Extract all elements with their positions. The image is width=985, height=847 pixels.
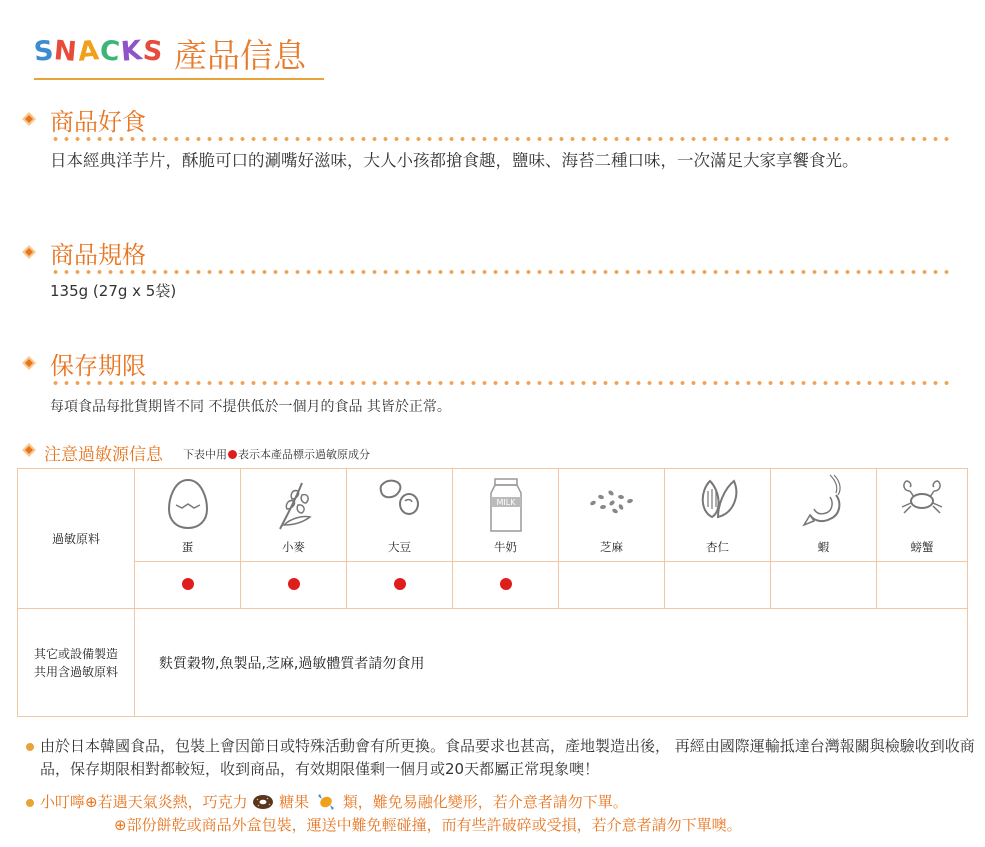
section-product-spec [22,237,952,307]
dotted-divider [50,137,952,141]
allergen-soybean [347,469,453,562]
allergen-name: 杏仁 [706,540,729,554]
allergen-wheat [241,469,347,562]
mark-cell-crab [877,562,968,609]
mark-cell-milk [453,562,559,609]
mark-cell-almond [665,562,771,609]
allergen-mark-row [18,562,968,609]
red-dot-icon [288,578,300,590]
brand-letter: N [53,35,80,68]
allergen-egg [135,469,241,562]
allergen-almond [665,469,771,562]
section-shelf-life [22,348,952,418]
brand-letter: A [76,35,102,68]
section-product-description [22,104,952,194]
mark-cell-sesame [559,562,665,609]
milk-label: MILK [496,498,515,507]
row-label-line: 共用含過敏原料 [33,664,118,679]
dotted-divider [50,270,952,274]
soybean-icon [376,477,424,517]
page-header [34,28,324,80]
note-reminder [26,791,976,814]
shared-equipment-row [18,609,968,717]
red-dot-icon [394,578,406,590]
chocolate-donut-icon [252,794,274,810]
brand-letter: S [32,35,56,68]
note-text: ⊕部份餅乾或商品外盒包裝，運送中難免輕碰撞，而有些許破碎或受損，若介意者請勿下單噢。 [114,816,742,834]
mark-cell-shrimp [771,562,877,609]
legend-suffix: 表示本產品標示過敏原成分 [238,448,370,461]
diamond-bullet-icon [22,443,36,457]
almond-icon [694,477,742,521]
allergen-name: 牛奶 [494,540,517,554]
section-body: 每項食品每批貨期皆不同 不提供低於一個月的食品 其皆於正常。 [50,399,451,415]
note-packaging [26,814,976,837]
red-dot-icon [500,578,512,590]
diamond-bullet-icon [22,112,36,126]
mark-cell-wheat [241,562,347,609]
section-title: 商品規格 [50,241,146,269]
mark-cell-egg [135,562,241,609]
mark-cell-soybean [347,562,453,609]
bullet-dot [26,799,34,807]
allergen-icon-row [18,469,968,562]
notes [26,735,976,837]
candy-icon [314,792,338,810]
dotted-divider [50,381,952,385]
note-import [26,735,976,781]
row-label-allergens: 過敏原料 [18,469,135,609]
red-dot-icon [182,578,194,590]
allergen-name: 小麥 [282,540,305,554]
snacks-logo [34,36,163,67]
row-label-line: 其它或設備製造 [33,646,118,661]
brand-letter: K [119,35,145,68]
bullet-dot [26,743,34,751]
row-label-shared [18,609,135,717]
wheat-icon [272,477,316,533]
page-title: 產品信息 [174,36,306,75]
allergen-name: 螃蟹 [910,540,934,554]
note-text: 類，難免易融化變形，若介意者請勿下單。 [342,793,628,811]
allergen-sesame [559,469,665,562]
brand-letter: S [141,35,165,68]
egg-icon [166,477,210,531]
allergen-crab [877,469,968,562]
note-text: 糖果 [279,793,310,811]
section-title: 商品好食 [50,108,146,136]
section-title: 保存期限 [50,352,146,380]
legend-prefix: 下表中用 [183,448,227,461]
section-body: 135g (27g x 5袋) [50,282,177,300]
brand-letter: C [98,35,123,68]
allergen-shrimp [771,469,877,562]
allergen-name: 大豆 [388,540,411,554]
allergy-title: 注意過敏源信息 [44,445,163,465]
note-text: 由於日本韓國食品，包裝上會因節日或特殊活動會有所更換。食品要求也甚高，產地製造出後， 再經由國際運輸抵達台灣報關與檢驗收到收商品，保存期限相對都較短，收到商品，有效期限僅剩一個月或20天都屬正常現象噢！ [40,737,975,778]
allergy-header [22,440,962,465]
milk-icon [489,477,523,533]
allergen-milk [453,469,559,562]
shared-allergen-text: 麩質穀物,魚製品,芝麻,過敏體質者請勿食用 [135,609,968,717]
section-body: 日本經典洋芋片，酥脆可口的涮嘴好滋味，大人小孩都搶食趣，鹽味、海苔二種口味，一次滿足大家享饗食光。 [50,151,859,170]
diamond-bullet-icon [22,356,36,370]
diamond-bullet-icon [22,245,36,259]
allergen-name: 蝦 [817,540,830,554]
sesame-icon [587,485,637,515]
note-text: 小叮嚀⊕若遇天氣炎熱，巧克力 [40,793,248,811]
shrimp-icon [800,473,848,531]
allergy-table [17,468,968,717]
crab-icon [898,477,946,517]
allergen-name: 芝麻 [600,540,623,554]
red-dot-icon [228,450,237,459]
allergy-legend-note [183,446,370,462]
allergen-name: 蛋 [181,540,194,554]
